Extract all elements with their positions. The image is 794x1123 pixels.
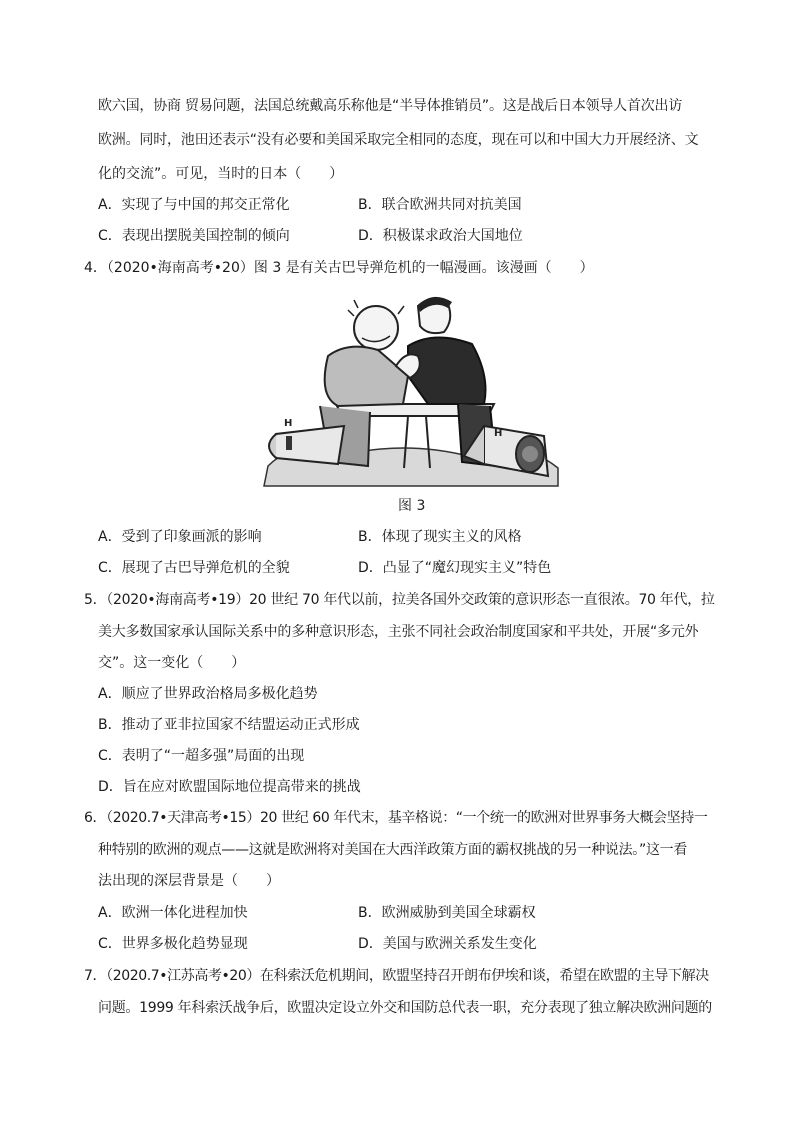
q6-line-2: 种特别的欧洲的观点——这就是欧洲将对美国在大西洋政策方面的霸权挑战的另一种说法。”这一看: [98, 842, 688, 858]
figure-caption: 图 3: [398, 498, 426, 514]
q6-option-b: B．欧洲威胁到美国全球霸权: [358, 905, 536, 921]
q5-line-1: 5．（2020•海南高考•19）20 世纪 70 年代以前，拉美各国外交政策的意识形态一直很浓。70 年代，拉: [84, 592, 715, 608]
cuban-missile-crisis-cartoon: [258, 286, 564, 492]
q5-line-3: 交”。这一变化（ ）: [98, 655, 246, 671]
q3-option-b: B．联合欧洲共同对抗美国: [358, 197, 522, 213]
right-figure-body: [408, 337, 486, 404]
q5-option-c: C．表明了“一超多强”局面的出现: [98, 748, 305, 764]
q3-option-a: A．实现了与中国的邦交正常化: [98, 197, 290, 213]
q6-option-c: C．世界多极化趋势显现: [98, 936, 248, 952]
q3-option-d: D．积极谋求政治大国地位: [358, 228, 523, 244]
q5-line-2: 美大多数国家承认国际关系中的多种意识形态，主张不同社会政治制度国家和平共处，开展“多元外: [98, 624, 699, 640]
q6-line-1: 6．（2020.7•天津高考•15）20 世纪 60 年代末，基辛格说：“一个统一的欧洲对世界事务大概会坚持一: [84, 810, 708, 826]
q5-option-b: B．推动了亚非拉国家不结盟运动正式形成: [98, 717, 360, 733]
q6-option-a: A．欧洲一体化进程加快: [98, 905, 248, 921]
q5-option-a: A．顺应了世界政治格局多极化趋势: [98, 686, 318, 702]
left-figure-head: [354, 306, 398, 350]
q6-option-d: D．美国与欧洲关系发生变化: [358, 936, 537, 952]
q4-option-c: C．展现了古巴导弹危机的全貌: [98, 560, 290, 576]
q3-option-c: C．表现出摆脱美国控制的倾向: [98, 228, 290, 244]
q7-line-2: 问题。1999 年科索沃战争后，欧盟决定设立外交和国防总代表一职，充分表现了独立解决欧洲问题的: [98, 1000, 712, 1016]
q4-option-b: B．体现了现实主义的风格: [358, 529, 522, 545]
q4-stem: 4．（2020•海南高考•20）图 3 是有关古巴导弹危机的一幅漫画。该漫画（ ）: [84, 260, 594, 276]
q3-line-2: 欧洲。同时，池田还表示“没有必要和美国采取完全相同的态度，现在可以和中国大力开展经济、文: [98, 132, 699, 148]
left-missile-letter: H: [284, 418, 293, 429]
q4-option-d: D．凸显了“魔幻现实主义”特色: [358, 560, 552, 576]
q3-line-3: 化的交流”。可见，当时的日本（ ）: [98, 166, 344, 182]
q4-option-a: A．受到了印象画派的影响: [98, 529, 262, 545]
q5-option-d: D．旨在应对欧盟国际地位提高带来的挑战: [98, 779, 361, 795]
q3-line-1: 欧六国，协商 贸易问题，法国总统戴高乐称他是“半导体推销员”。这是战后日本领导人首次出访: [98, 98, 683, 114]
left-figure-body: [325, 347, 408, 406]
q7-line-1: 7．（2020.7•江苏高考•20）在科索沃危机期间，欧盟坚持召开朗布伊埃和谈，希望在欧盟的主导下解决: [84, 968, 709, 984]
q6-line-3: 法出现的深层背景是（ ）: [98, 873, 280, 889]
right-missile-letter: H: [494, 428, 503, 439]
